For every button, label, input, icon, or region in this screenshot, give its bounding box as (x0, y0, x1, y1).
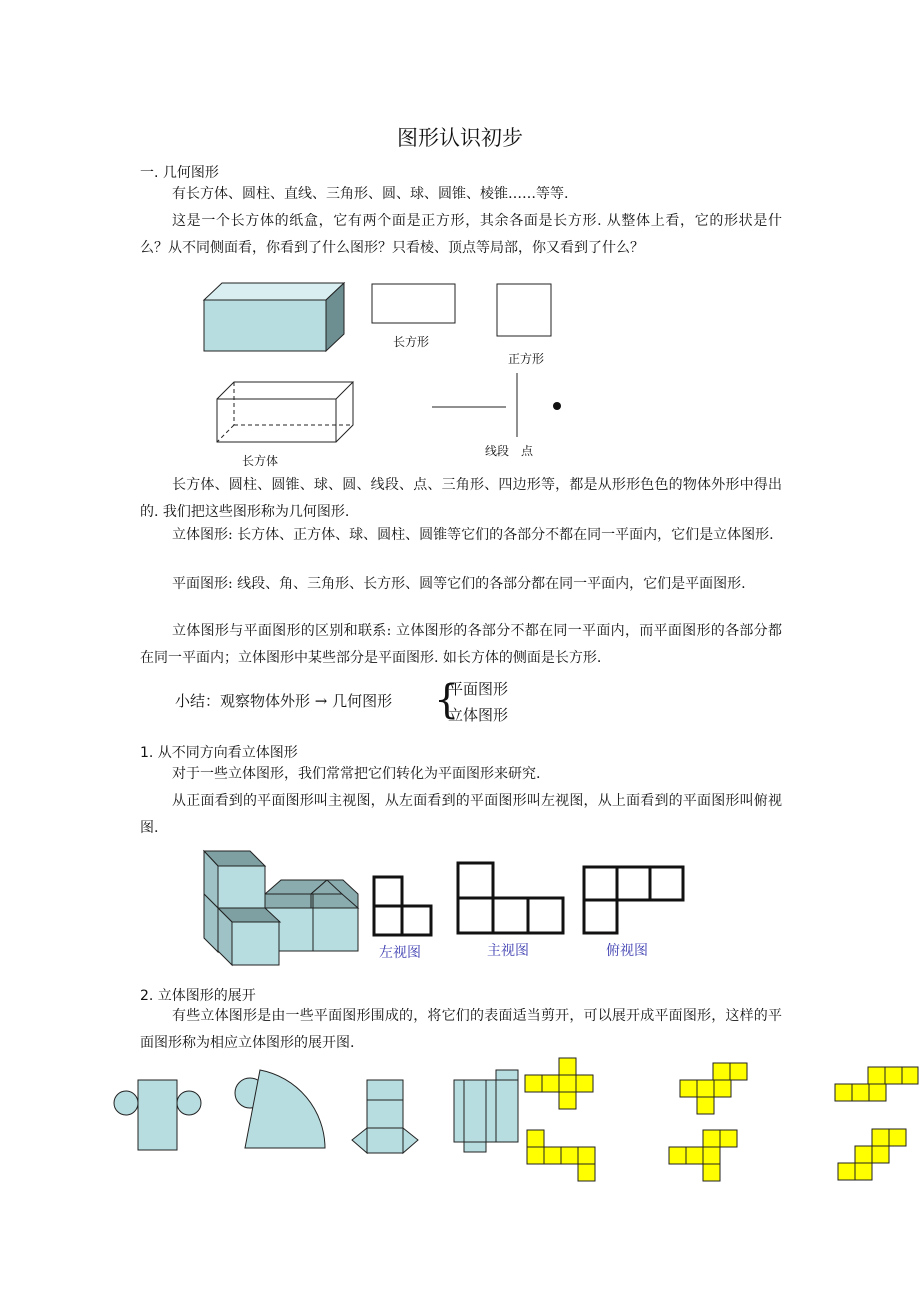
paragraph: 这是一个长方体的纸盒，它有两个面是正方形，其余各面是长方形. 从整体上看，它的形状是什么？从不同侧面看，你看到了什么图形？只看棱、顶点等局部，你又看到了什么？ (140, 213, 782, 256)
cube-structure (204, 851, 358, 965)
rect-label: 长方形 (393, 335, 430, 349)
cuboid-label: 长方体 (242, 454, 279, 468)
prism-net (352, 1080, 418, 1153)
top-view-label: 俯视图 (606, 943, 648, 959)
section-heading-nets: 2. 立体图形的展开 (140, 988, 256, 1004)
paragraph: 长方体、圆柱、圆锥、球、圆、线段、点、三角形、四边形等，都是从形形色色的物体外形中得出的. 我们把这些图形称为几何图形. (140, 477, 782, 520)
summary-lead: 小结：观察物体外形 → 几何图形 (175, 692, 393, 710)
rectangle-shape (372, 284, 455, 323)
paragraph: 立体图形与平面图形的区别和联系: 立体图形的各部分不都在同一平面内，而平面图形的各部分都在同一平面内；立体图形中某些部分是平面图形. 如长方体的侧面是长方形. (140, 623, 782, 666)
front-view-shape (458, 863, 563, 933)
top-view-shape (584, 867, 683, 933)
summary-option: 立体图形 (448, 706, 509, 724)
wireframe-cuboid (217, 382, 353, 442)
page-title: 图形认识初步 (397, 126, 523, 150)
front-view-label: 主视图 (487, 943, 529, 959)
brace-symbol: { (434, 677, 460, 723)
square-label: 正方形 (508, 352, 545, 366)
cuboid-net (454, 1070, 518, 1152)
paragraph: 从正面看到的平面图形叫主视图，从左面看到的平面图形叫左视图，从上面看到的平面图形叫俯视图. (140, 793, 782, 836)
cone-net (235, 1070, 325, 1148)
cylinder-net (114, 1080, 201, 1150)
cube-net (525, 1058, 593, 1109)
cube-net (680, 1063, 747, 1114)
summary-option: 平面图形 (448, 680, 509, 698)
left-view-shape (374, 877, 431, 935)
cube-net (835, 1067, 918, 1101)
paragraph: 平面图形: 线段、角、三角形、长方形、圆等它们的各部分都在同一平面内，它们是平面图形. (172, 576, 746, 592)
section-heading-geometry: 一. 几何图形 (140, 165, 219, 181)
segment-point-label: 线段 点 (485, 444, 534, 458)
paragraph: 对于一些立体图形，我们常常把它们转化为平面图形来研究. (172, 766, 541, 782)
cube-net (669, 1130, 737, 1181)
section-heading-views: 1. 从不同方向看立体图形 (140, 745, 298, 761)
paragraph: 有些立体图形是由一些平面图形围成的，将它们的表面适当剪开，可以展开成平面图形，这样的平面图形称为相应立体图形的展开图. (140, 1008, 782, 1051)
point-shape (553, 402, 561, 410)
paragraph: 立体图形: 长方体、正方体、球、圆柱、圆锥等它们的各部分不都在同一平面内，它们是立体图形. (172, 527, 774, 543)
solid-cuboid (204, 283, 344, 351)
left-view-label: 左视图 (379, 945, 421, 961)
cube-net (838, 1129, 906, 1180)
cube-net (527, 1130, 595, 1181)
paragraph: 有长方体、圆柱、直线、三角形、圆、球、圆锥、棱锥……等等. (172, 186, 569, 202)
square-shape (497, 284, 551, 336)
